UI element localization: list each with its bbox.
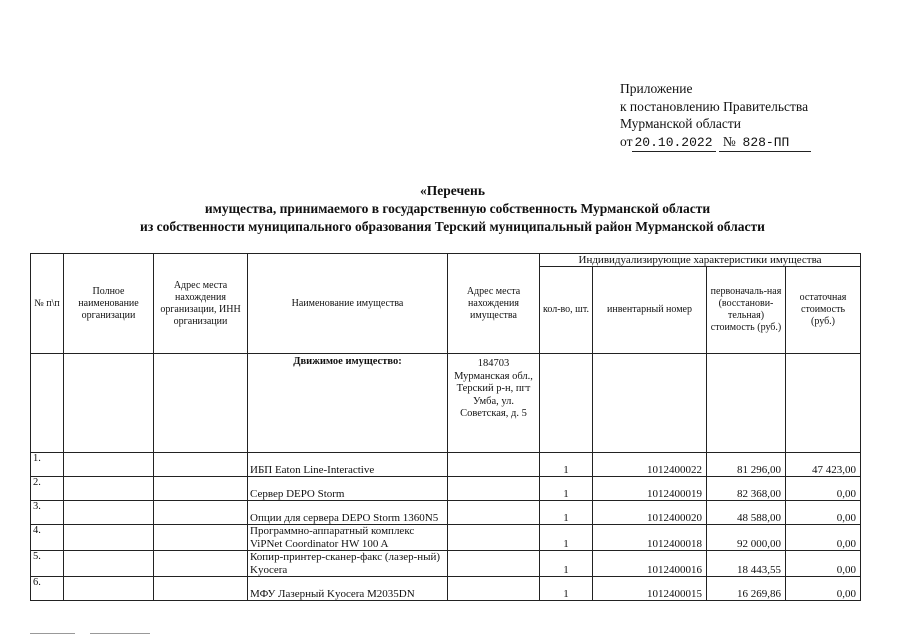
table-row: [31, 525, 861, 551]
title-line-3: из собственности муниципального образования Терский муниципальный район Мурманской области: [140, 219, 765, 234]
document-title: [0, 182, 905, 236]
row-initial-cost: 92 000,00: [707, 525, 786, 551]
row-initial-cost: 16 269,86: [707, 577, 786, 601]
table-row: [31, 577, 861, 601]
table-row: [31, 453, 861, 477]
appendix-line-3: Мурманской области: [620, 116, 741, 131]
table-row: [31, 477, 861, 501]
row-inventory: 1012400015: [593, 577, 707, 601]
row-no: 5.: [31, 551, 64, 577]
appendix-block: [620, 80, 811, 152]
row-inventory: 1012400022: [593, 453, 707, 477]
property-table: [30, 253, 861, 601]
appendix-line-2: к постановлению Правительства: [620, 98, 809, 114]
row-qty: 1: [540, 577, 593, 601]
header-residual-cost: остаточная стоимость (руб.): [786, 267, 861, 354]
decree-date: 20.10.2022: [634, 134, 713, 150]
row-residual-cost: 0,00: [786, 551, 861, 577]
row-qty: 1: [540, 453, 593, 477]
scan-artifact: [90, 633, 150, 634]
row-qty: 1: [540, 501, 593, 525]
row-name: ИБП Eaton Line-Interactive: [248, 453, 448, 477]
row-name: Копир-принтер-сканер-факс (лазер-ный) Kyocera: [248, 551, 448, 577]
row-no: 3.: [31, 501, 64, 525]
header-property-name: Наименование имущества: [248, 254, 448, 354]
header-group: Индивидуализирующие характеристики имущества: [540, 254, 861, 267]
row-name: МФУ Лазерный Kyocera M2035DN: [248, 577, 448, 601]
row-initial-cost: 82 368,00: [707, 477, 786, 501]
row-no: 6.: [31, 577, 64, 601]
row-no: 2.: [31, 477, 64, 501]
appendix-line-1: Приложение: [620, 81, 693, 96]
row-name: Опции для сервера DEPO Storm 1360N5: [248, 501, 448, 525]
header-org-address: Адрес места нахождения организации, ИНН организации: [154, 254, 248, 354]
row-no: 4.: [31, 525, 64, 551]
header-no: № п\п: [31, 254, 64, 354]
row-residual-cost: 47 423,00: [786, 453, 861, 477]
row-name: Сервер DEPO Storm: [248, 477, 448, 501]
header-inventory: инвентарный номер: [593, 267, 707, 354]
decree-number: 828-ПП: [742, 134, 790, 150]
row-initial-cost: 81 296,00: [707, 453, 786, 477]
row-inventory: 1012400018: [593, 525, 707, 551]
row-residual-cost: 0,00: [786, 577, 861, 601]
movable-row: [31, 354, 861, 453]
header-property-address: Адрес места нахождения имущества: [448, 254, 540, 354]
appendix-date-line: [620, 133, 811, 153]
row-qty: 1: [540, 551, 593, 577]
movable-label: Движимое имущество:: [248, 354, 448, 453]
row-residual-cost: 0,00: [786, 525, 861, 551]
header-qty: кол-во, шт.: [540, 267, 593, 354]
title-line-1: «Перечень: [420, 183, 485, 198]
row-residual-cost: 0,00: [786, 501, 861, 525]
header-org-name: Полное наименование организации: [64, 254, 154, 354]
row-initial-cost: 18 443,55: [707, 551, 786, 577]
row-inventory: 1012400019: [593, 477, 707, 501]
row-qty: 1: [540, 477, 593, 501]
row-inventory: 1012400016: [593, 551, 707, 577]
header-initial-cost: первоначаль-ная (восстанови-тельная) стоимость (руб.): [707, 267, 786, 354]
row-initial-cost: 48 588,00: [707, 501, 786, 525]
scan-artifact: [30, 633, 75, 634]
row-name: Программно-аппаратный комплекс ViPNet Coordinator HW 100 A: [248, 525, 448, 551]
date-prefix: от: [620, 133, 633, 149]
title-line-2: имущества, принимаемого в государственную собственность Мурманской области: [204, 201, 711, 216]
table-row: [31, 501, 861, 525]
movable-address: 184703 Мурманская обл., Терский р-н, пгт Умба, ул. Советская, д. 5: [448, 354, 540, 453]
row-inventory: 1012400020: [593, 501, 707, 525]
row-no: 1.: [31, 453, 64, 477]
row-qty: 1: [540, 525, 593, 551]
number-prefix: №: [722, 133, 736, 149]
table-row: [31, 551, 861, 577]
row-residual-cost: 0,00: [786, 477, 861, 501]
